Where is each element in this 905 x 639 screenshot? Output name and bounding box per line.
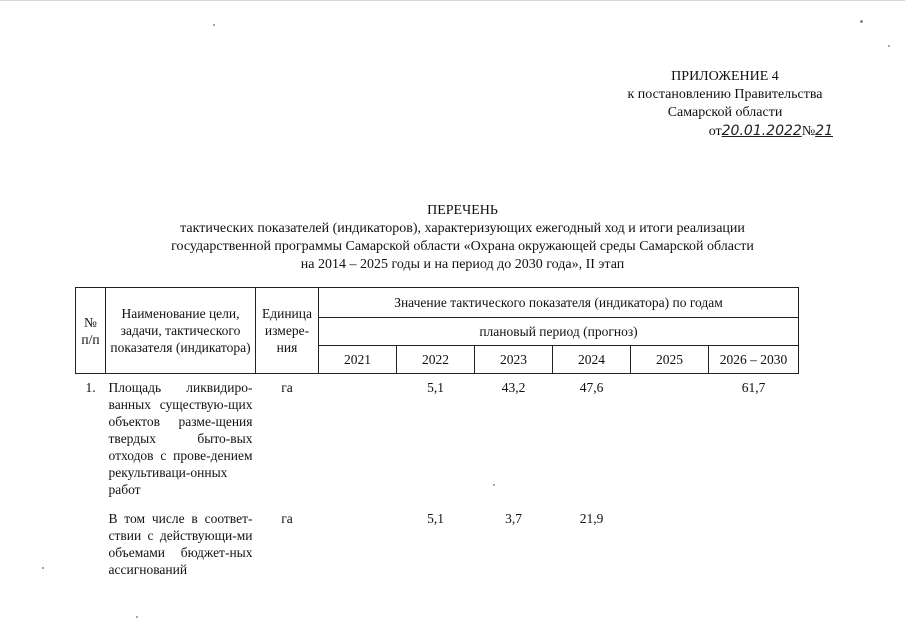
scan-top-edge <box>0 0 905 1</box>
row-value-2025 <box>631 374 709 499</box>
appendix-region-line: Самарской области <box>667 105 783 120</box>
header-year-2024: 2024 <box>553 346 631 374</box>
row-name: В том числе в соответ-ствии с действующи-ми объемами бюджет-ных ассигнований <box>108 511 253 577</box>
heading-line-2: государственной программы Самарской области «Охрана окружающей среды Самарской области <box>171 239 754 254</box>
handwritten-number: 21 <box>815 123 833 139</box>
header-values-group: Значение тактического показателя (индикатора) по годам <box>319 288 799 318</box>
row-num: 1. <box>85 380 96 395</box>
header-num: № п/п <box>76 288 106 374</box>
row-value-2024: 21,9 <box>579 511 604 526</box>
row-value-2023: 3,7 <box>505 511 522 526</box>
scan-speck <box>136 616 138 618</box>
scan-speck <box>213 24 215 26</box>
heading-line-1: тактических показателей (индикаторов), характеризующих ежегодный ход и итоги реализации <box>180 221 745 236</box>
row-value-2023: 43,2 <box>501 380 526 395</box>
header-unit: Единица измере-ния <box>256 288 319 374</box>
row-value-2026-2030 <box>709 498 799 578</box>
row-value-2022: 5,1 <box>427 511 444 526</box>
row-value-2021 <box>319 374 397 499</box>
row-name: Площадь ликвидиро-ванных существую-щих объектов разме-щения твердых быто-вых отходов с прове-дением рекультиваци-онных работ <box>108 380 253 497</box>
appendix-date-line <box>595 122 855 141</box>
row-unit: га <box>281 511 293 526</box>
scan-speck <box>860 20 863 23</box>
row-value-2026-2030: 61,7 <box>741 380 766 395</box>
header-name: Наименование цели, задачи, тактического показателя (индикатора) <box>106 288 256 374</box>
appendix-resolution-line: к постановлению Правительства <box>627 87 823 102</box>
table-row <box>76 498 799 578</box>
row-value-2024: 47,6 <box>579 380 604 395</box>
scan-speck <box>493 484 495 486</box>
from-prefix: от <box>708 124 722 139</box>
header-year-2025: 2025 <box>631 346 709 374</box>
indicators-table <box>75 287 799 578</box>
row-num <box>76 498 106 578</box>
heading-title: ПЕРЕЧЕНЬ <box>427 203 498 218</box>
header-year-2023: 2023 <box>475 346 553 374</box>
header-year-2021: 2021 <box>319 346 397 374</box>
heading-line-3: на 2014 – 2025 годы и на период до 2030 года», II этап <box>300 257 625 272</box>
handwritten-date: 20.01.2022 <box>721 123 802 139</box>
header-year-2022: 2022 <box>397 346 475 374</box>
table-row <box>76 374 799 499</box>
header-planned-period: плановый период (прогноз) <box>319 318 799 346</box>
document-heading <box>100 202 825 274</box>
number-prefix: № <box>801 124 816 139</box>
appendix-block <box>595 68 855 141</box>
scan-speck <box>888 45 890 47</box>
row-unit: га <box>281 380 293 395</box>
row-value-2021 <box>319 498 397 578</box>
row-value-2022: 5,1 <box>427 380 444 395</box>
header-year-2026-2030: 2026 – 2030 <box>709 346 799 374</box>
appendix-title: ПРИЛОЖЕНИЕ 4 <box>671 69 779 84</box>
row-value-2025 <box>631 498 709 578</box>
scan-speck <box>42 567 44 569</box>
